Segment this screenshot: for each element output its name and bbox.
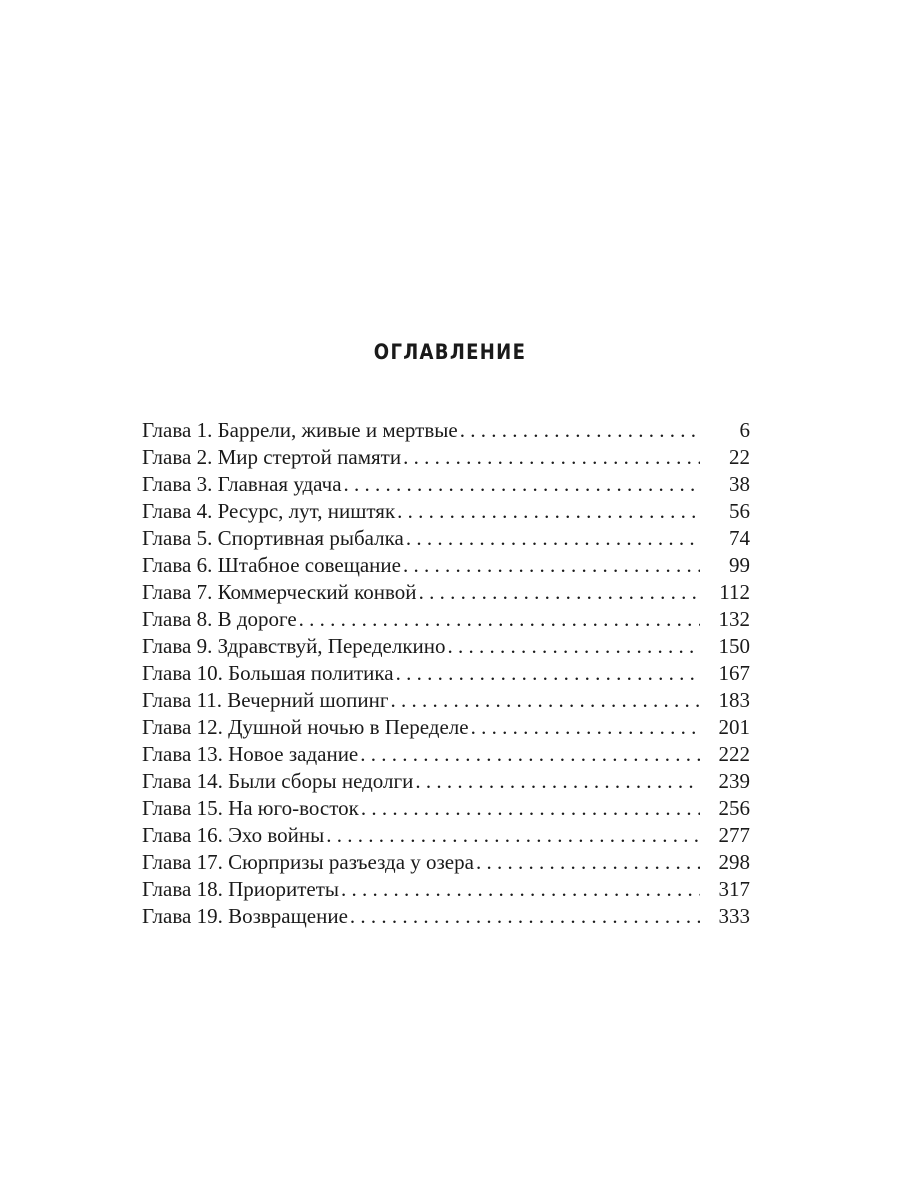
page-number: 201 (718, 715, 750, 739)
chapter-title: Глава 3. Главная удача (142, 472, 342, 496)
toc-entry (142, 795, 750, 822)
toc-entry (142, 903, 750, 930)
chapter-title: Глава 1. Баррели, живые и мертвые (142, 418, 458, 442)
dot-leader (390, 687, 700, 714)
chapter-title: Глава 2. Мир стертой памяти (142, 445, 402, 469)
toc-entry (142, 876, 750, 903)
dot-leader (476, 849, 700, 876)
toc-entry (142, 471, 750, 498)
dot-leader (403, 552, 700, 579)
page-number: 38 (729, 472, 750, 496)
dot-leader (415, 768, 700, 795)
dot-leader (403, 444, 700, 471)
toc-entry (142, 660, 750, 687)
dot-leader (299, 606, 700, 633)
page-number: 167 (718, 661, 750, 685)
page-number: 298 (718, 850, 750, 874)
toc-entry (142, 849, 750, 876)
dot-leader (396, 660, 700, 687)
page-number: 317 (718, 877, 750, 901)
dot-leader (341, 876, 700, 903)
chapter-title: Глава 11. Вечерний шопинг (142, 688, 389, 712)
toc-entry (142, 714, 750, 741)
chapter-title: Глава 9. Здравствуй, Переделкино (142, 634, 446, 658)
dot-leader (419, 579, 700, 606)
dot-leader (360, 741, 700, 768)
toc-entry (142, 687, 750, 714)
chapter-title: Глава 8. В дороге (142, 607, 297, 631)
page-number: 150 (718, 634, 750, 658)
chapter-title: Глава 19. Возвращение (142, 904, 348, 928)
toc-entry (142, 417, 750, 444)
toc-entry (142, 741, 750, 768)
toc-entry (142, 822, 750, 849)
dot-leader (460, 417, 700, 444)
chapter-title: Глава 7. Коммерческий конвой (142, 580, 417, 604)
chapter-title: Глава 6. Штабное совещание (142, 553, 401, 577)
page-number: 239 (718, 769, 750, 793)
chapter-title: Глава 4. Ресурс, лут, ништяк (142, 499, 396, 523)
page-number: 22 (729, 445, 750, 469)
dot-leader (471, 714, 700, 741)
page-number: 277 (718, 823, 750, 847)
dot-leader (350, 903, 700, 930)
page-number: 74 (729, 526, 750, 550)
chapter-title: Глава 12. Душной ночью в Переделе (142, 715, 469, 739)
dot-leader (344, 471, 700, 498)
toc-entry (142, 444, 750, 471)
toc-entry (142, 579, 750, 606)
toc-entry (142, 498, 750, 525)
chapter-title: Глава 14. Были сборы недолги (142, 769, 414, 793)
toc-entry (142, 525, 750, 552)
dot-leader (361, 795, 700, 822)
page-number: 6 (739, 418, 750, 442)
page-number: 333 (718, 904, 750, 928)
dot-leader (326, 822, 700, 849)
dot-leader (397, 498, 700, 525)
page-number: 183 (718, 688, 750, 712)
page-number: 256 (718, 796, 750, 820)
page-number: 56 (729, 499, 750, 523)
dot-leader (406, 525, 700, 552)
toc-entry (142, 768, 750, 795)
page-number: 99 (729, 553, 750, 577)
table-of-contents (142, 417, 750, 930)
chapter-title: Глава 15. На юго-восток (142, 796, 359, 820)
chapter-title: Глава 10. Большая политика (142, 661, 394, 685)
toc-heading: ОГЛАВЛЕНИЕ (373, 340, 527, 364)
toc-entry (142, 606, 750, 633)
page-number: 132 (718, 607, 750, 631)
chapter-title: Глава 16. Эхо войны (142, 823, 325, 847)
chapter-title: Глава 18. Приоритеты (142, 877, 339, 901)
toc-entry (142, 552, 750, 579)
page-number: 222 (718, 742, 750, 766)
chapter-title: Глава 5. Спортивная рыбалка (142, 526, 404, 550)
chapter-title: Глава 17. Сюрпризы разъезда у озера (142, 850, 474, 874)
toc-entry (142, 633, 750, 660)
page-number: 112 (719, 580, 750, 604)
dot-leader (448, 633, 701, 660)
chapter-title: Глава 13. Новое задание (142, 742, 359, 766)
